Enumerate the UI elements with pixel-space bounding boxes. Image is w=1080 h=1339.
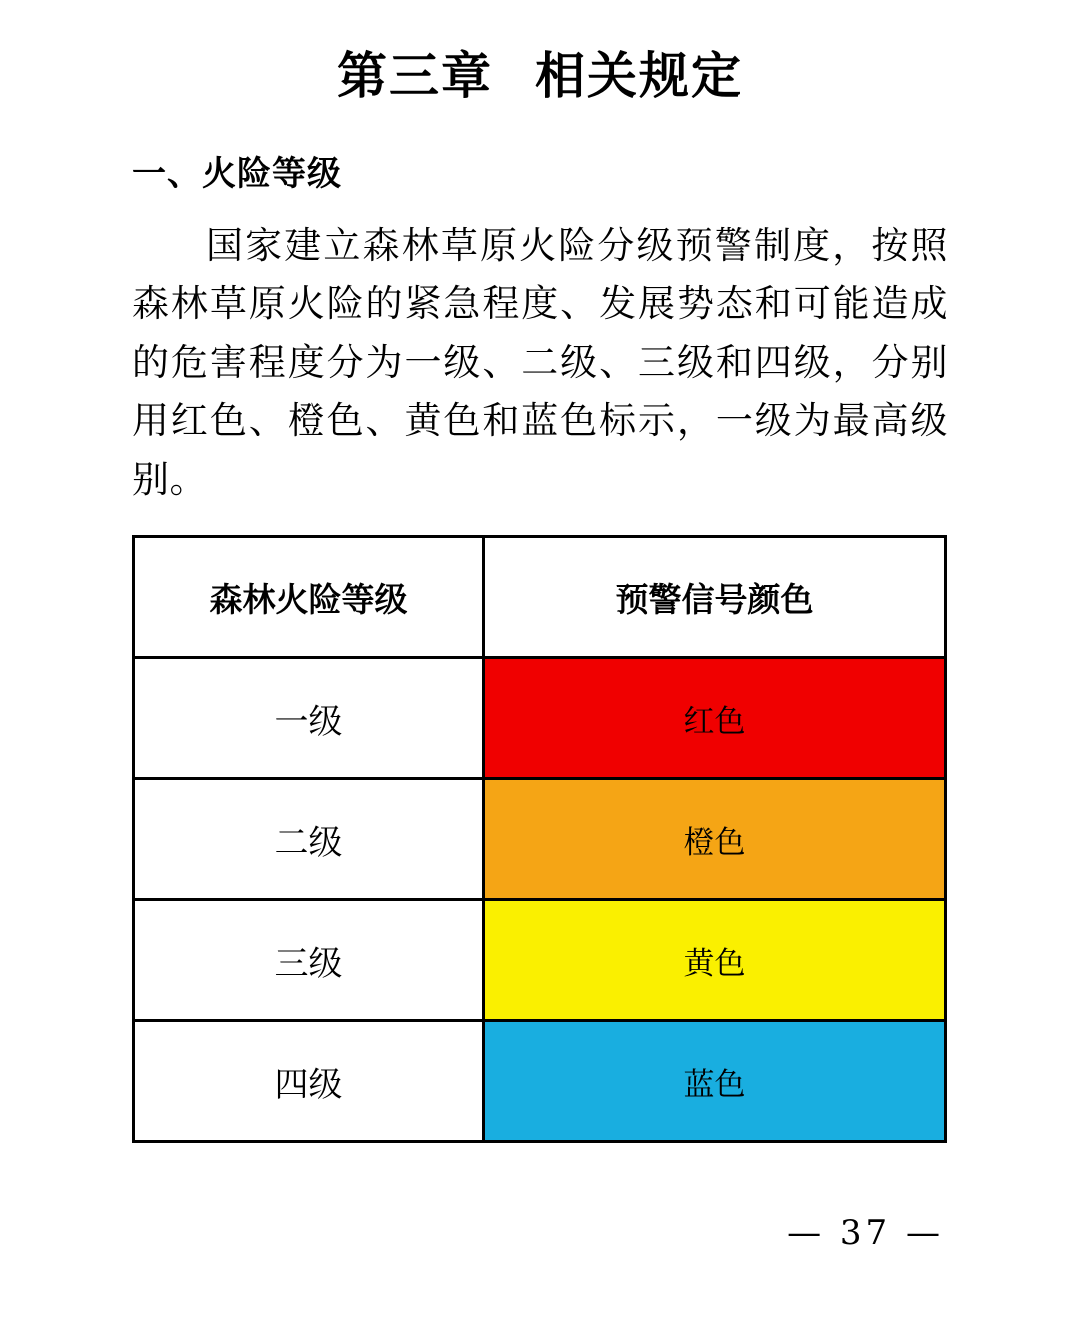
- table-cell-level: 二级: [134, 779, 484, 900]
- table-header-color: 预警信号颜色: [484, 537, 946, 658]
- table-row: [134, 1021, 946, 1142]
- chapter-title-number: 第三章: [337, 46, 493, 105]
- chapter-title: [0, 36, 1080, 108]
- table-cell-color: 黄色: [484, 900, 946, 1021]
- table-cell-level: 一级: [134, 658, 484, 779]
- page-number: — 37 —: [787, 1213, 944, 1253]
- document-page: [0, 36, 1080, 1339]
- fire-risk-table: [132, 535, 947, 1143]
- section-heading: 一、火险等级: [132, 154, 342, 194]
- table-row: [134, 900, 946, 1021]
- table-cell-level: 三级: [134, 900, 484, 1021]
- table-header-row: [134, 537, 946, 658]
- body-paragraph: 国家建立森林草原火险分级预警制度，按照森林草原火险的紧急程度、发展势态和可能造成的危害程度分为一级、二级、三级和四级，分别用红色、橙色、黄色和蓝色标示，一级为最高级别。: [132, 224, 948, 501]
- chapter-title-text: 相关规定: [535, 46, 743, 105]
- table-cell-color: 蓝色: [484, 1021, 946, 1142]
- table-cell-color: 红色: [484, 658, 946, 779]
- table-header-level: 森林火险等级: [134, 537, 484, 658]
- table-row: [134, 658, 946, 779]
- table-cell-level: 四级: [134, 1021, 484, 1142]
- table-cell-color: 橙色: [484, 779, 946, 900]
- table-row: [134, 779, 946, 900]
